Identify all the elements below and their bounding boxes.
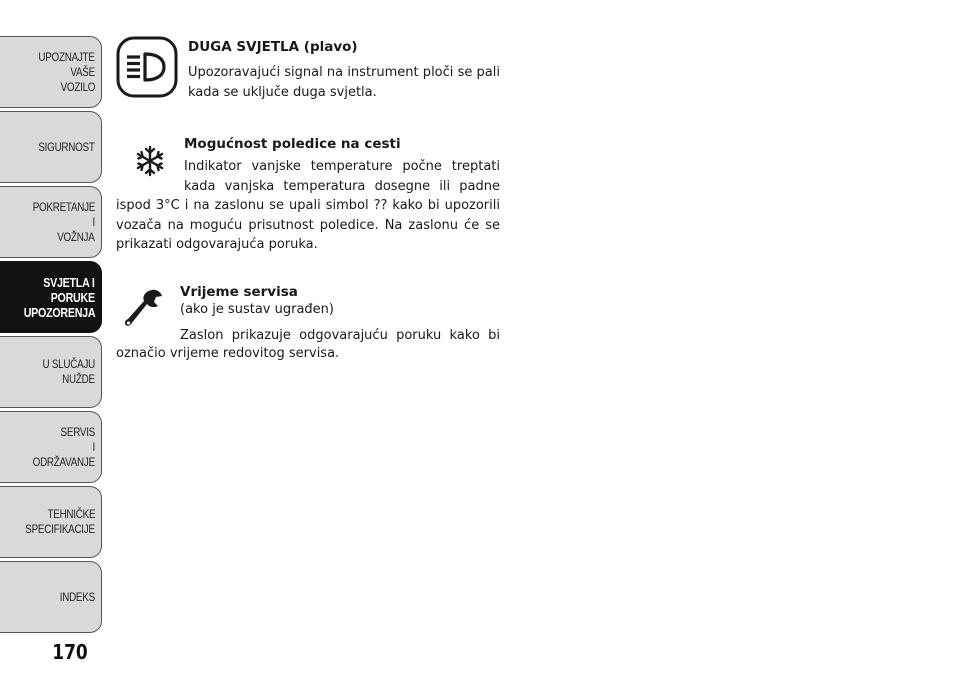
ice-warning-text: ispod 3°C i na zaslonu se upali simbol ?? kako bi upozorili vozača na moguću prisutnost poledice. Na zaslonu će se prikazati odgovarajuća poruka.	[116, 198, 500, 252]
tab-tehničke-specifikacije[interactable]	[0, 486, 102, 558]
tab-label-line: TEHNIČKE	[47, 507, 95, 521]
tab-label-line: VOŽNJA	[57, 229, 95, 244]
tab-label-line: VOZILO	[60, 79, 95, 94]
service-section	[116, 284, 500, 374]
tab-label-line: PORUKE	[50, 289, 95, 305]
service-subtitle: (ako je sustav ugrađen)	[180, 302, 334, 317]
tab-servis-i-održavanje[interactable]	[0, 411, 102, 483]
high-beam-section	[116, 36, 500, 106]
tab-indeks[interactable]	[0, 561, 102, 633]
tab-label-line: UPOZNAJTE	[38, 49, 95, 64]
tab-label-line: ODRŽAVANJE	[32, 454, 95, 469]
tab-label-line: INDEKS	[59, 589, 95, 604]
service-text: označio vrijeme redovitog servisa.	[116, 346, 340, 361]
tab-upoznajte-vaše-vozilo[interactable]	[0, 36, 102, 108]
tab-label-line: VAŠE	[70, 64, 95, 79]
high-beam-title: DUGA SVJETLA (plavo)	[188, 39, 358, 55]
ice-warning-title: Mogućnost poledice na cesti	[184, 136, 401, 152]
tab-svjetla-i-poruke-upozorenja[interactable]	[0, 261, 102, 333]
tab-u-slučaju-nužde[interactable]	[0, 336, 102, 408]
wrench-icon	[122, 288, 164, 334]
tab-pokretanje-i-vožnja[interactable]	[0, 186, 102, 258]
ice-warning-section	[116, 136, 500, 256]
service-text-indented: Zaslon prikazuje odgovarajuću poruku kako bi	[180, 327, 500, 343]
tab-label-line: POKRETANJE	[32, 199, 95, 214]
tab-sigurnost[interactable]	[0, 111, 102, 183]
high-beam-text: Upozoravajući signal na instrument ploči se pali kada se uključe duga svjetla.	[188, 65, 500, 100]
tab-label-line: U SLUČAJU	[42, 357, 95, 371]
tab-label-line: SPECIFIKACIJE	[25, 522, 95, 536]
page-number: 170	[52, 640, 88, 664]
ice-warning-text-indented: Indikator vanjske temperature počne treptati kada vanjska temperatura dosegne ili padne	[184, 159, 500, 194]
service-title: Vrijeme servisa	[180, 284, 298, 300]
tab-label-line: SIGURNOST	[38, 139, 95, 154]
tab-label-line: UPOZORENJA	[23, 304, 95, 320]
snowflake-icon	[134, 145, 166, 181]
high-beam-icon	[116, 36, 178, 102]
tab-label-line: SVJETLA I	[43, 274, 95, 290]
tab-label-line: I	[92, 214, 95, 229]
tab-label-line: I	[92, 439, 95, 454]
tab-label-line: NUŽDE	[62, 372, 95, 386]
tab-label-line: SERVIS	[60, 424, 95, 439]
